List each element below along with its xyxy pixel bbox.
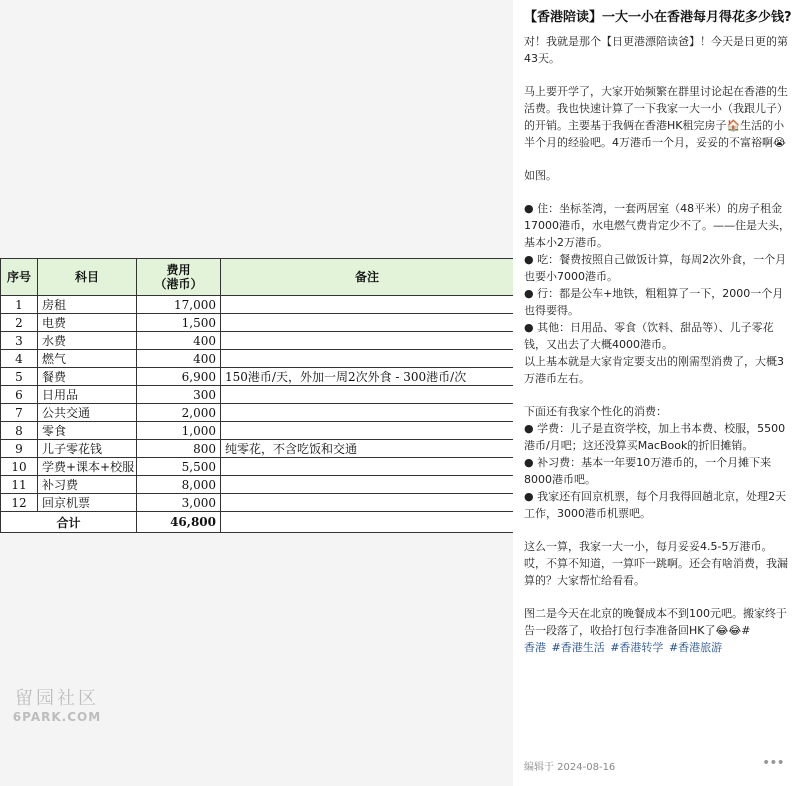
table-row [1,476,514,494]
row-note: 150港币/天，外加一周2次外食 - 300港币/次 [221,368,514,386]
row-index: 7 [1,404,38,422]
post-paragraph: 图二是今天在北京的晚餐成本不到100元吧。搬家终于告一段落了，收拾打包行李准备回HK了😂😂# [524,607,787,637]
row-note [221,386,514,404]
table-row [1,314,514,332]
table-row [1,332,514,350]
row-cost: 800 [137,440,221,458]
header-note: 备注 [221,259,514,296]
row-note [221,314,514,332]
header-cost-line1: 费用 [166,263,191,277]
row-index: 6 [1,386,38,404]
row-subject: 学费+课本+校服 [38,458,137,476]
post-tags [524,639,794,656]
row-subject: 零食 [38,422,137,440]
watermark-en: 6PARK.COM [12,710,102,724]
post-content [524,8,794,656]
row-subject: 餐费 [38,368,137,386]
tag-link[interactable]: 香港 [524,641,546,654]
post-custom-list [524,403,794,522]
row-note [221,476,514,494]
expense-table-container [0,258,513,533]
total-note [221,512,514,533]
row-cost: 400 [137,332,221,350]
post-bullet: ● 行：都是公车+地铁，粗粗算了一下，2000一个月也得要得。 [524,287,784,317]
total-row [1,512,514,533]
post-paragraph: 马上要开学了，大家开始频繁在群里讨论起在香港的生活费。我也快速计算了一下我家一大一小（我跟儿子）的开销。主要基于我俩在香港HK租完房子🏠生活的小半个月的经验吧。4万港币一个月，妥妥的不富裕啊😭 [524,85,788,149]
post-bullet: ● 住：坐标荃湾，一套两居室（48平米）的房子租金17000港币，水电燃气费肯定少不了。——住是大头，基本小2万港币。 [524,202,790,249]
row-cost: 17,000 [137,296,221,314]
post-bullet: ● 我家还有回京机票，每个月我得回趟北京，处理2天工作，3000港币机票吧。 [524,490,787,520]
table-row [1,404,514,422]
row-cost: 300 [137,386,221,404]
table-row [1,386,514,404]
post-title: 【香港陪读】一大一小在香港每月得花多少钱? [524,10,792,25]
table-row [1,350,514,368]
header-index: 序号 [1,259,38,296]
row-note [221,404,514,422]
total-cost: 46,800 [137,512,221,533]
row-index: 4 [1,350,38,368]
row-index: 12 [1,494,38,512]
table-row [1,458,514,476]
row-cost: 5,500 [137,458,221,476]
table-row [1,368,514,386]
row-index: 1 [1,296,38,314]
row-note [221,494,514,512]
expense-table [0,258,514,533]
post-bullet: ● 补习费：基本一年要10万港币的，一个月摊下来8000港币吧。 [524,456,772,486]
watermark-cn: 留园社区 [15,688,99,709]
row-index: 10 [1,458,38,476]
row-index: 8 [1,422,38,440]
post-bullet-list [524,200,794,387]
row-subject: 公共交通 [38,404,137,422]
post-bullet: ● 其他：日用品、零食（饮料、甜品等）、儿子零花钱，又出去了大概4000港币。 [524,321,774,351]
header-cost-line2: （港币） [154,277,203,291]
row-cost: 6,900 [137,368,221,386]
tag-link[interactable]: #香港生活 [551,641,605,654]
row-cost: 1,500 [137,314,221,332]
row-subject: 日用品 [38,386,137,404]
table-header-row [1,259,514,296]
post-paragraph: 如图。 [524,169,557,182]
row-index: 3 [1,332,38,350]
row-index: 11 [1,476,38,494]
row-note [221,296,514,314]
post-bullet: ● 学费：儿子是直资学校，加上书本费、校服，5500港币/月吧；这还没算买MacBook的折旧摊销。 [524,422,786,452]
table-row [1,440,514,458]
watermark-logo [12,684,102,724]
total-label: 合计 [1,512,137,533]
row-subject: 水费 [38,332,137,350]
header-subject: 科目 [38,259,137,296]
row-cost: 400 [137,350,221,368]
row-subject: 房租 [38,296,137,314]
row-cost: 8,000 [137,476,221,494]
row-subject: 燃气 [38,350,137,368]
row-note [221,422,514,440]
post-paragraph: 对！我就是那个【日更港漂陪读爸】！今天是日更的第43天。 [524,35,788,65]
row-subject: 补习费 [38,476,137,494]
edited-timestamp: 编辑于 2024-08-16 [524,762,616,773]
table-row [1,296,514,314]
row-cost: 1,000 [137,422,221,440]
post-paragraph: 这么一算，我家一大一小，每月妥妥4.5-5万港币。哎，不算不知道，一算吓一跳啊。还会有啥消费，我漏算的？大家帮忙给看看。 [524,540,788,587]
row-note [221,350,514,368]
row-index: 5 [1,368,38,386]
row-subject: 儿子零花钱 [38,440,137,458]
post-bullet: 以上基本就是大家肯定要支出的刚需型消费了，大概3万港币左右。 [524,355,784,385]
row-index: 9 [1,440,38,458]
header-cost [137,259,221,296]
table-row [1,422,514,440]
tag-link[interactable]: #香港转学 [610,641,664,654]
tag-link[interactable]: #香港旅游 [668,641,723,654]
row-cost: 2,000 [137,404,221,422]
post-paragraph: 下面还有我家个性化的消费： [524,405,667,418]
more-options-icon[interactable]: ••• [762,755,784,771]
table-row [1,494,514,512]
post-bullet: ● 吃：餐费按照自己做饭计算，每周2次外食，一个月也要小7000港币。 [524,253,787,283]
row-note [221,332,514,350]
row-note: 纯零花，不含吃饭和交通 [221,440,514,458]
post-panel [513,0,800,786]
expense-table-body [1,296,514,512]
row-note [221,458,514,476]
row-subject: 电费 [38,314,137,332]
row-cost: 3,000 [137,494,221,512]
row-subject: 回京机票 [38,494,137,512]
row-index: 2 [1,314,38,332]
